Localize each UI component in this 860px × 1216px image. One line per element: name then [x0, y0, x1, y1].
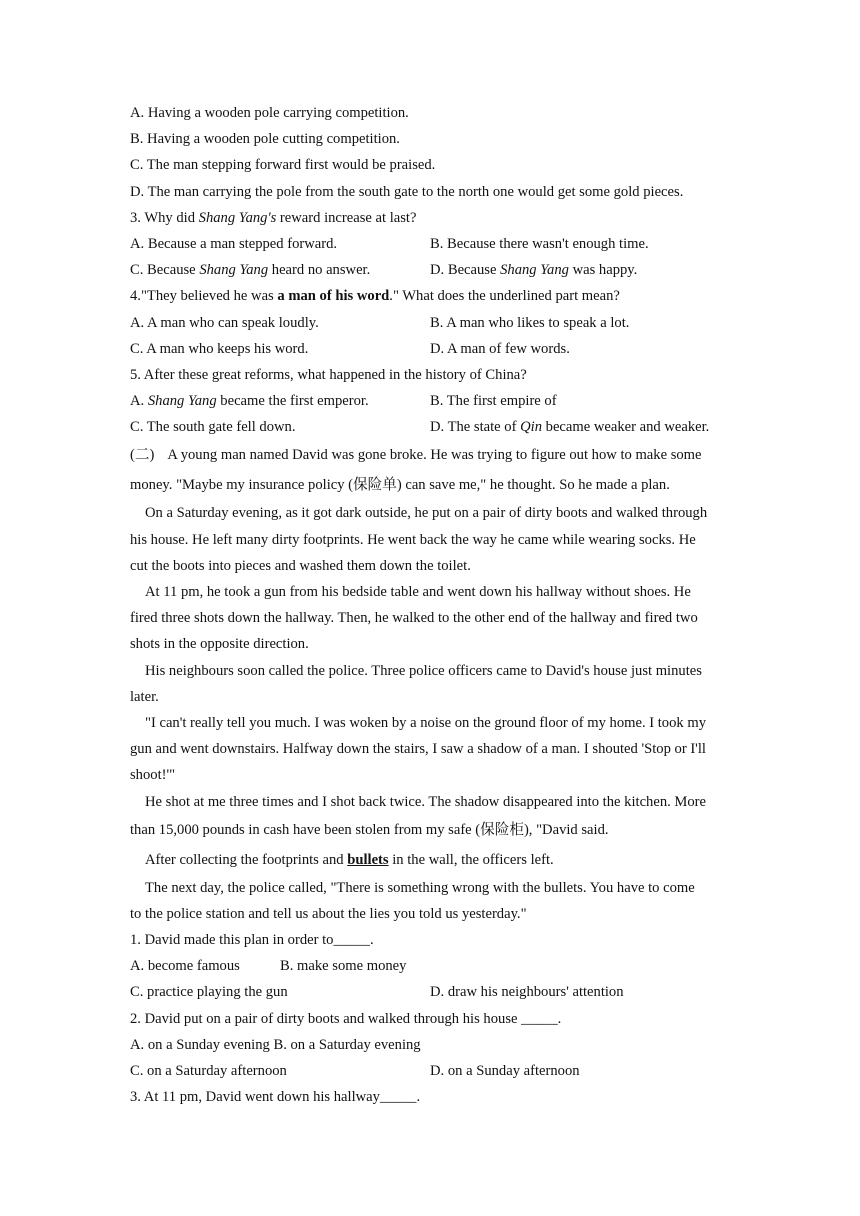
q4-option-a: A. A man who can speak loudly.: [130, 314, 319, 331]
q2-option-d: D. The man carrying the pole from the south gate to the north one would get some gold pieces.: [130, 183, 684, 200]
q5-a-name: Shang Yang: [147, 393, 217, 410]
q3-option-c: [130, 257, 430, 283]
q3-c-name: Shang Yang: [199, 262, 269, 279]
q3-d-pre: D. Because: [430, 262, 501, 279]
q5-options-row-1: [130, 388, 735, 414]
q5-options-row-2: [130, 414, 735, 440]
p2-q2-options-row-2: [130, 1058, 735, 1084]
p2-q2-option-c: C. on a Saturday afternoon: [130, 1063, 287, 1079]
q3-option-d: [430, 257, 637, 283]
q4-options-row-2: [130, 336, 735, 362]
p2-q1-options-row-2: [130, 979, 735, 1005]
paragraph-line: The next day, the police called, "There is something wrong with the bullets. You have to come: [145, 879, 695, 896]
q3-stem-post: reward increase at last?: [276, 209, 417, 226]
q5-option-d: [430, 414, 709, 440]
p2-q1-option-c: C. practice playing the gun: [130, 984, 288, 1001]
paragraph-line: "I can't really tell you much. I was woken by a noise on the ground floor of my home. I took my: [145, 714, 706, 731]
paragraph-line: fired three shots down the hallway. Then, he walked to the other end of the hallway and fired two: [130, 610, 698, 627]
q3-stem: [130, 205, 735, 231]
collect-post: in the wall, the officers left.: [388, 851, 554, 868]
paragraph-line: his house. He left many dirty footprints. He went back the way he came while wearing socks. He: [130, 531, 696, 548]
q2-option-a: A. Having a wooden pole carrying competition.: [130, 105, 409, 121]
q5-stem: 5. After these great reforms, what happened in the history of China?: [130, 366, 527, 383]
paragraph-line: gun and went downstairs. Halfway down the stairs, I saw a shadow of a man. I shouted 'Stop or I'll: [130, 741, 706, 758]
passage2-intro-line-1: [130, 440, 735, 470]
q4-options-row-1: [130, 310, 735, 336]
p2-q1-option-b: B. make some money: [280, 958, 407, 975]
passage2-intro-text-1: A young man named David was gone broke. He was trying to figure out how to make some: [167, 447, 702, 464]
q3-d-name: Shang Yang: [500, 262, 569, 279]
paragraph-line: than 15,000 pounds in cash have been stolen from my safe (保险柜), "David said.: [130, 821, 609, 838]
paragraph-line: On a Saturday evening, as it got dark outside, he put on a pair of dirty boots and walked through: [145, 505, 708, 522]
q5-d-post: became weaker and weaker.: [542, 419, 710, 436]
q5-option-a: [130, 388, 430, 414]
paragraph-line: [130, 845, 735, 875]
q5-d-pre: D. The state of: [430, 419, 521, 436]
paragraph-line: At 11 pm, he took a gun from his bedside table and went down his hallway without shoes. He: [145, 584, 691, 600]
q3-options-row-1: [130, 231, 735, 257]
p2-q2-options-ab: A. on a Sunday evening B. on a Saturday evening: [130, 1036, 421, 1053]
q4-option-c: C. A man who keeps his word.: [130, 340, 309, 357]
p2-q2-option-d: D. on a Sunday afternoon: [430, 1063, 580, 1079]
p2-q1-options-row-1: [130, 953, 735, 979]
collect-underlined-word: bullets: [347, 851, 389, 868]
p2-q2-stem: 2. David put on a pair of dirty boots and walked through his house _____.: [130, 1010, 562, 1027]
paragraph-line: shots in the opposite direction.: [130, 636, 309, 653]
paragraph-line: He shot at me three times and I shot back twice. The shadow disappeared into the kitchen. More: [145, 793, 707, 810]
p2-q3-stem: 3. At 11 pm, David went down his hallway_____.: [130, 1089, 421, 1106]
p2-q1-option-a: A. become famous: [130, 958, 240, 975]
q5-d-name: Qin: [520, 419, 542, 436]
q4-stem-pre: 4."They believed he was: [130, 288, 278, 305]
paragraph-line: shoot!'": [130, 767, 176, 784]
p2-q1-stem: 1. David made this plan in order to_____.: [130, 932, 374, 949]
q4-option-d: D. A man of few words.: [430, 340, 570, 357]
q4-stem: [130, 283, 735, 309]
q3-stem-name: Shang Yang's: [198, 209, 277, 226]
q5-a-post: became the first emperor.: [216, 393, 369, 410]
paragraph-line: to the police station and tell us about the lies you told us yesterday.": [130, 905, 527, 922]
p2-q1-option-d: D. draw his neighbours' attention: [430, 984, 624, 1001]
q5-option-c: C. The south gate fell down.: [130, 419, 296, 436]
q3-stem-pre: 3. Why did: [130, 209, 199, 226]
paragraph-line: cut the boots into pieces and washed them down the toilet.: [130, 557, 471, 574]
q2-option-c: C. The man stepping forward first would be praised.: [130, 157, 436, 174]
q4-stem-post: ." What does the underlined part mean?: [389, 288, 620, 305]
paragraph-line: His neighbours soon called the police. Three police officers came to David's house just minutes: [145, 662, 702, 679]
q3-option-b: B. Because there wasn't enough time.: [430, 235, 649, 252]
q3-c-pre: C. Because: [130, 262, 200, 279]
passage2-intro-line-2: money. "Maybe my insurance policy (保险单) can save me," he thought. So he made a plan.: [130, 477, 670, 494]
q2-option-b: B. Having a wooden pole cutting competition.: [130, 131, 400, 148]
q3-options-row-2: [130, 257, 735, 283]
paragraph-line: later.: [130, 688, 159, 705]
q3-d-post: was happy.: [568, 262, 638, 279]
q5-option-b: B. The first empire of: [430, 393, 557, 410]
collect-pre: After collecting the footprints and: [145, 851, 348, 868]
q5-a-pre: A.: [130, 393, 148, 410]
q4-stem-bold: a man of his word: [277, 288, 390, 305]
page-content: [130, 100, 735, 1110]
q4-option-b: B. A man who likes to speak a lot.: [430, 314, 630, 331]
q3-option-a: A. Because a man stepped forward.: [130, 235, 338, 252]
section-mark: (二): [130, 447, 155, 464]
q3-c-post: heard no answer.: [268, 262, 371, 279]
